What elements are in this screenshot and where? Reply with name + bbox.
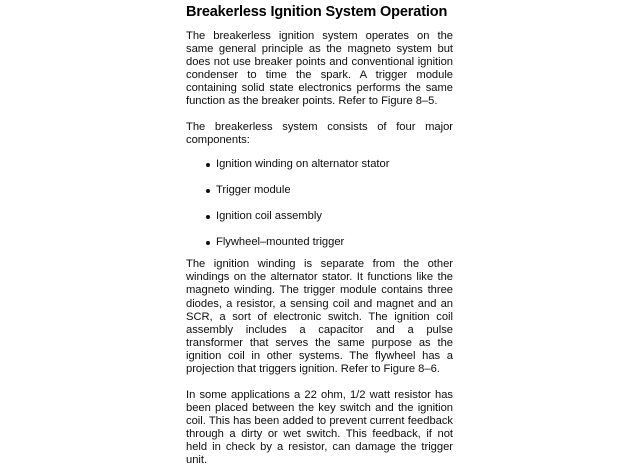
list-item [186, 210, 453, 223]
components-list [186, 158, 453, 249]
list-item-label: Ignition winding on alternator stator [216, 158, 390, 171]
list-item [186, 236, 453, 249]
spacer [186, 20, 453, 30]
bullet-icon [206, 189, 210, 193]
paragraph-intro: The breakerless ignition system operates on the same general principle as the magneto system but does not use breaker points and conventional ignition condenser to time the spark. A trigger module containing solid state electronics performs the same function as the breaker points. Refer to Figure 8–5. [186, 30, 453, 108]
spacer [186, 376, 453, 389]
list-item [186, 184, 453, 197]
paragraph-detail: The ignition winding is separate from the other windings on the alternator stator. It functions like the magneto winding. The trigger module contains three diodes, a resistor, a sensing coil and magnet and an SCR, a sort of electronic switch. The ignition coil assembly includes a capacitor and a pulse transformer that serves the same purpose as the ignition coil in other systems. The flywheel has a projection that triggers ignition. Refer to Figure 8–6. [186, 258, 453, 375]
list-item-label: Trigger module [216, 184, 291, 197]
paragraph-resistor-note: In some applications a 22 ohm, 1/2 watt resistor has been placed between the key switch and the ignition coil. This has been added to prevent current feedback through a dirty or wet switch. This feedback, if not held in check by a resistor, can damage the trigger unit. [186, 388, 453, 467]
list-item-label: Flywheel–mounted trigger [216, 236, 345, 249]
spacer [186, 249, 453, 258]
spacer [186, 147, 453, 158]
bullet-icon [206, 215, 210, 219]
bullet-icon [206, 163, 210, 167]
list-item-label: Ignition coil assembly [216, 210, 322, 223]
text-column [186, 0, 453, 467]
list-item [186, 158, 453, 171]
spacer [186, 108, 453, 121]
bullet-icon [206, 241, 210, 245]
paragraph-components-lead: The breakerless system consists of four major components: [186, 121, 453, 147]
page-title: Breakerless Ignition System Operation [186, 4, 448, 20]
